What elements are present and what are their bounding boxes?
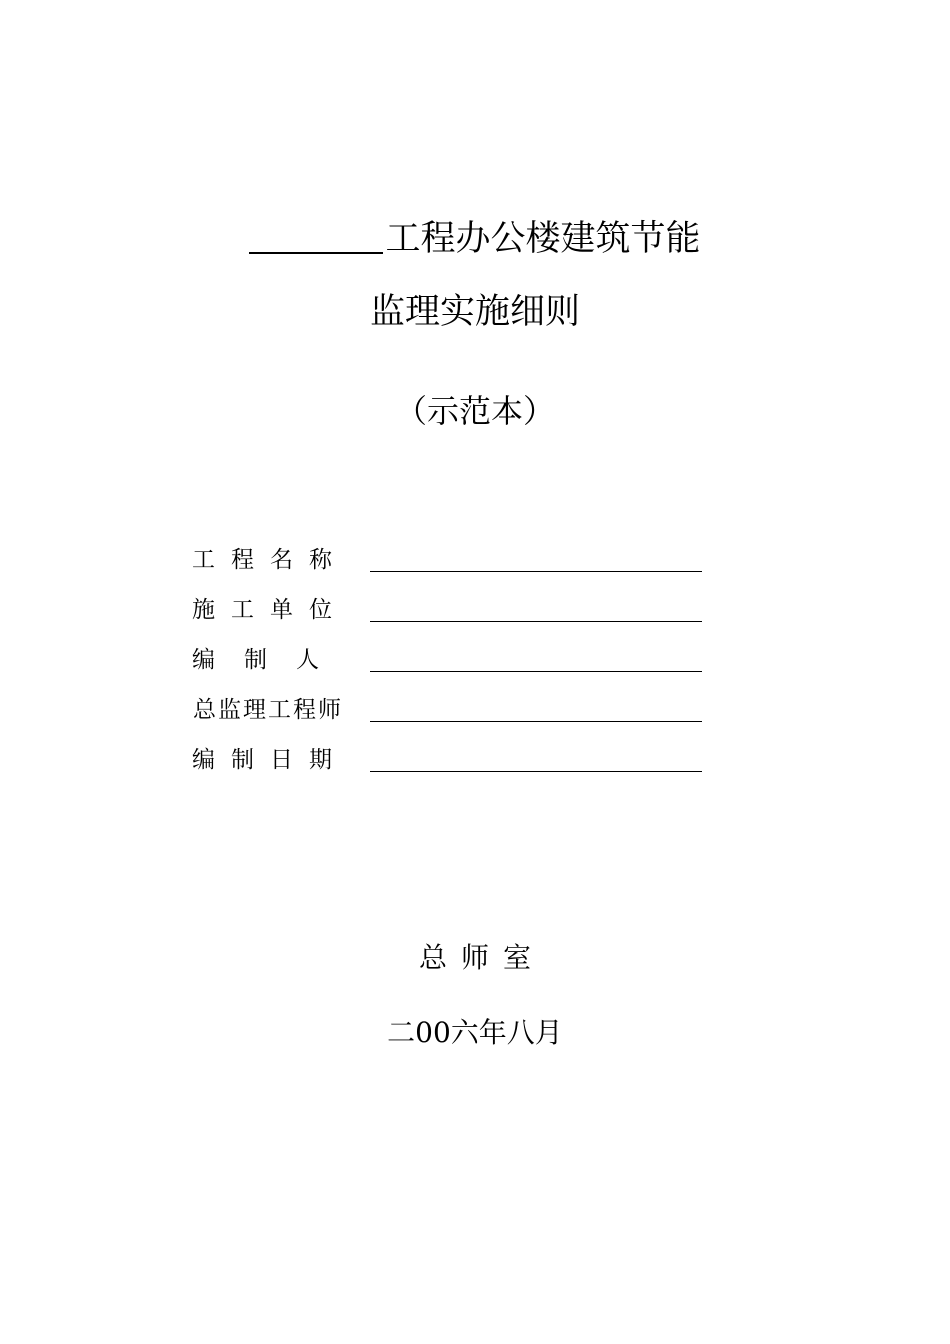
form-label-char: 单 — [270, 597, 293, 623]
form-label-char: 称 — [309, 547, 332, 573]
form-row-project-name — [192, 540, 712, 590]
form-label-char: 名 — [270, 547, 293, 573]
form-label-char: 制 — [231, 747, 254, 773]
form-blank-line — [370, 621, 702, 622]
form-row-contractor — [192, 590, 712, 640]
form-label-char: 总 — [193, 697, 216, 723]
document-title-line-2: 监理实施细则 — [369, 292, 580, 332]
form-blank-line — [370, 671, 702, 672]
form-label — [192, 540, 352, 580]
form-label-char: 位 — [309, 597, 332, 623]
form-label — [192, 690, 352, 730]
form-blank-line — [370, 721, 702, 722]
form-label-char: 理 — [243, 697, 266, 723]
form-label-char: 程 — [231, 547, 254, 573]
form-label-char: 编 — [192, 647, 215, 673]
document-title-line-1 — [0, 212, 950, 264]
cover-info-form — [192, 540, 712, 790]
form-label-char: 师 — [318, 697, 341, 723]
form-label-char: 人 — [296, 647, 319, 673]
form-label-char: 工 — [192, 547, 215, 573]
form-label-char: 监 — [218, 697, 241, 723]
project-name-blank — [249, 212, 383, 254]
form-label-char: 制 — [244, 647, 267, 673]
form-label-char: 施 — [192, 597, 215, 623]
form-label — [192, 590, 352, 630]
document-title-text: 工程办公楼建筑节能 — [385, 219, 701, 259]
form-blank-line — [370, 571, 702, 572]
form-label-char: 日 — [270, 747, 293, 773]
issue-date: 二00六年八月 — [387, 1016, 563, 1049]
form-label-char: 编 — [192, 747, 215, 773]
form-label — [192, 740, 352, 780]
form-label-char: 工 — [268, 697, 291, 723]
form-label-char: 程 — [293, 697, 316, 723]
document-subtitle: （示范本） — [394, 392, 555, 430]
form-label-char: 期 — [309, 747, 332, 773]
form-blank-line — [370, 771, 702, 772]
form-row-compile-date — [192, 740, 712, 790]
form-label-char: 工 — [231, 597, 254, 623]
issuing-office: 总师室 — [418, 941, 545, 974]
form-label — [192, 640, 352, 680]
form-row-compiler — [192, 640, 712, 690]
form-row-chief-supervisor — [192, 690, 712, 740]
